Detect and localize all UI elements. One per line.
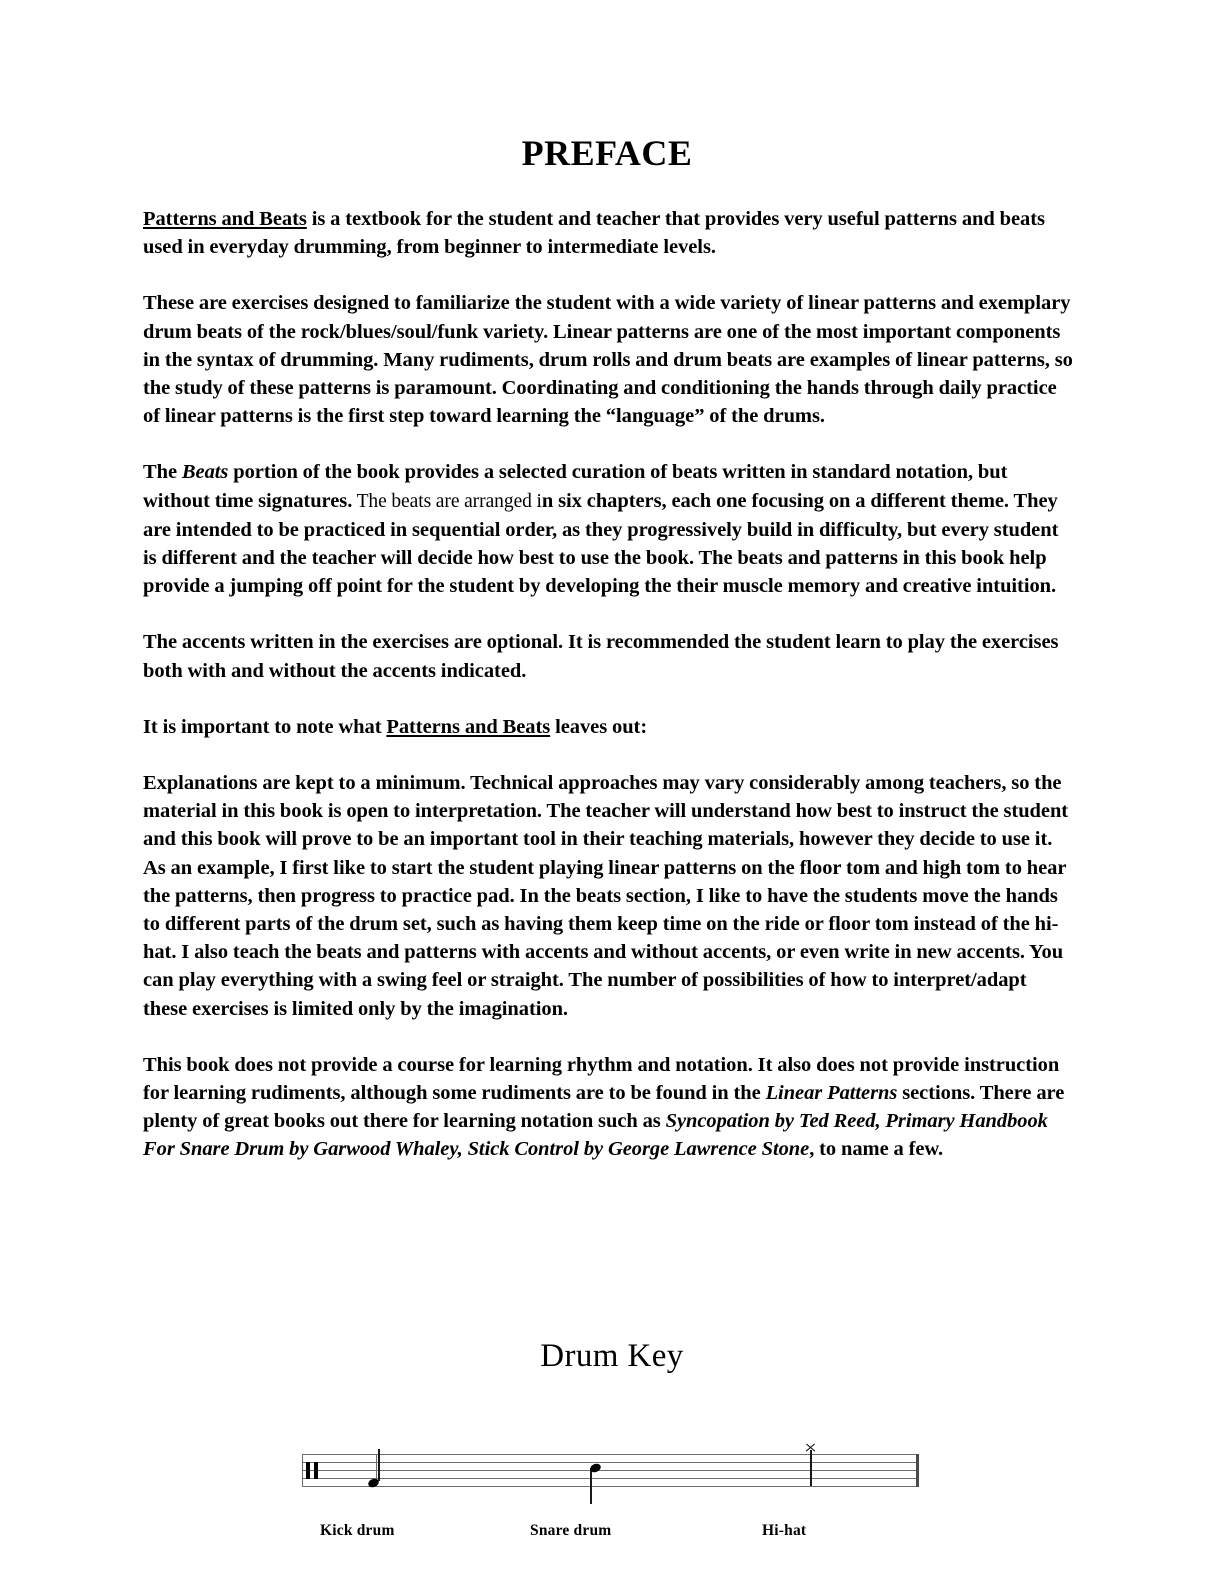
drum-key-labels — [302, 1522, 918, 1546]
percussion-clef-icon — [306, 1462, 320, 1479]
snare-note-stem — [590, 1468, 592, 1504]
paragraph-1 — [143, 205, 1073, 261]
paragraph-3-text-a: The — [143, 461, 182, 484]
barline-end — [916, 1454, 919, 1487]
page-title: PREFACE — [521, 133, 693, 173]
label-snare-drum: Snare drum — [530, 1522, 612, 1539]
percussion-clef-bar-left — [306, 1462, 310, 1479]
barline-start — [302, 1454, 303, 1487]
label-hi-hat: Hi-hat — [762, 1522, 807, 1539]
paragraph-7 — [143, 1051, 1073, 1164]
paragraph-1-text: is a textbook for the student and teacher that provides very useful patterns and beats used in everyday drumming, from beginner to intermediate levels. — [143, 208, 1045, 259]
staff-line-2 — [302, 1462, 918, 1463]
preface-body — [143, 205, 1073, 1164]
paragraph-7-text-a: This book does not provide a course for learning rhythm and notation. It also does not provide instruction for learning rudiments, although some rudiments are to be found in the — [143, 1053, 1060, 1105]
paragraph-5-text-b: leaves out: — [550, 715, 648, 738]
paragraph-2 — [143, 289, 1073, 430]
paragraph-3 — [143, 458, 1073, 600]
paragraph-5 — [143, 713, 1073, 741]
paragraph-7-text-b: sections. There are plenty of great books out there for learning notation such as — [143, 1082, 1065, 1133]
paragraph-3-text-c: n six chapters, each one focusing on a different theme. They are intended to be practiced in sequential order, as they progressively build in difficulty, but every student is different and the teacher will decide how best to use the book. The beats and patterns in this book help provide a jumping off point for the student by developing the their muscle memory and creative intuition. — [143, 489, 1059, 598]
cross-notehead-icon — [805, 1442, 816, 1453]
drum-key-staff — [302, 1418, 922, 1539]
paragraph-7-text-c: , to name a few. — [809, 1138, 944, 1161]
paragraph-6 — [143, 769, 1073, 1023]
kick-note-stem — [378, 1449, 380, 1481]
linear-patterns-italic-term: Linear Patterns — [765, 1082, 898, 1105]
paragraph-2-text: These are exercises designed to familiarize the student with a wide variety of linear patterns and exemplary drum beats of the rock/blues/soul/funk variety. Linear patterns are one of the most important components in the syntax of drumming. Many rudiments, drum rolls and drum beats are examples of linear patterns, so the study of these patterns is paramount. Coordinating and conditioning the hands through daily practice of linear patterns is the first step toward learning the “language” of the drums. — [143, 292, 1073, 428]
paragraph-4 — [143, 628, 1073, 684]
staff-line-3 — [302, 1470, 918, 1471]
book-title-reference: Patterns and Beats — [143, 208, 307, 230]
staff-line-5 — [302, 1486, 918, 1487]
referenced-books-italic: Syncopation by Ted Reed, Primary Handbook For Snare Drum by Garwood Whaley, Stick Control by George Lawrence Stone — [143, 1110, 1048, 1161]
music-staff — [302, 1454, 918, 1486]
beats-italic-term: Beats — [181, 461, 229, 484]
drum-key-heading: Drum Key — [540, 1338, 684, 1374]
paragraph-3-regular-run: The beats are arranged i — [352, 490, 542, 512]
percussion-clef-bar-right — [314, 1462, 318, 1479]
paragraph-4-text: The accents written in the exercises are optional. It is recommended the student learn to play the exercises both with and without the accents indicated. — [143, 631, 1059, 682]
staff-line-1 — [302, 1454, 918, 1455]
label-kick-drum: Kick drum — [320, 1522, 395, 1539]
drum-key-section — [0, 1338, 1224, 1539]
hihat-note-stem — [810, 1450, 812, 1486]
paragraph-6-text: Explanations are kept to a minimum. Technical approaches may vary considerably among teachers, so the material in this book is open to interpretation. The teacher will understand how best to instruct the student and this book will prove to be an important tool in their teaching materials, however they decide to use it. As an example, I first like to start the student playing linear patterns on the floor tom and high tom to hear the patterns, then progress to practice pad. In the beats section, I like to have the students move the hands to different parts of the drum set, such as having them keep time on the ride or floor tom instead of the hi-hat. I also teach the beats and patterns with accents and without accents, or even write in new accents. You can play everything with a swing feel or straight. The number of possibilities of how to interpret/adapt these exercises is limited only by the imagination. — [143, 772, 1069, 1020]
staff-line-4 — [302, 1478, 918, 1479]
book-title-reference-2: Patterns and Beats — [386, 715, 551, 738]
paragraph-5-text-a: It is important to note what — [143, 715, 387, 738]
paragraph-3-text-b: portion of the book provides a selected curation of beats written in standard notation, but without time signatures. — [143, 461, 1008, 512]
